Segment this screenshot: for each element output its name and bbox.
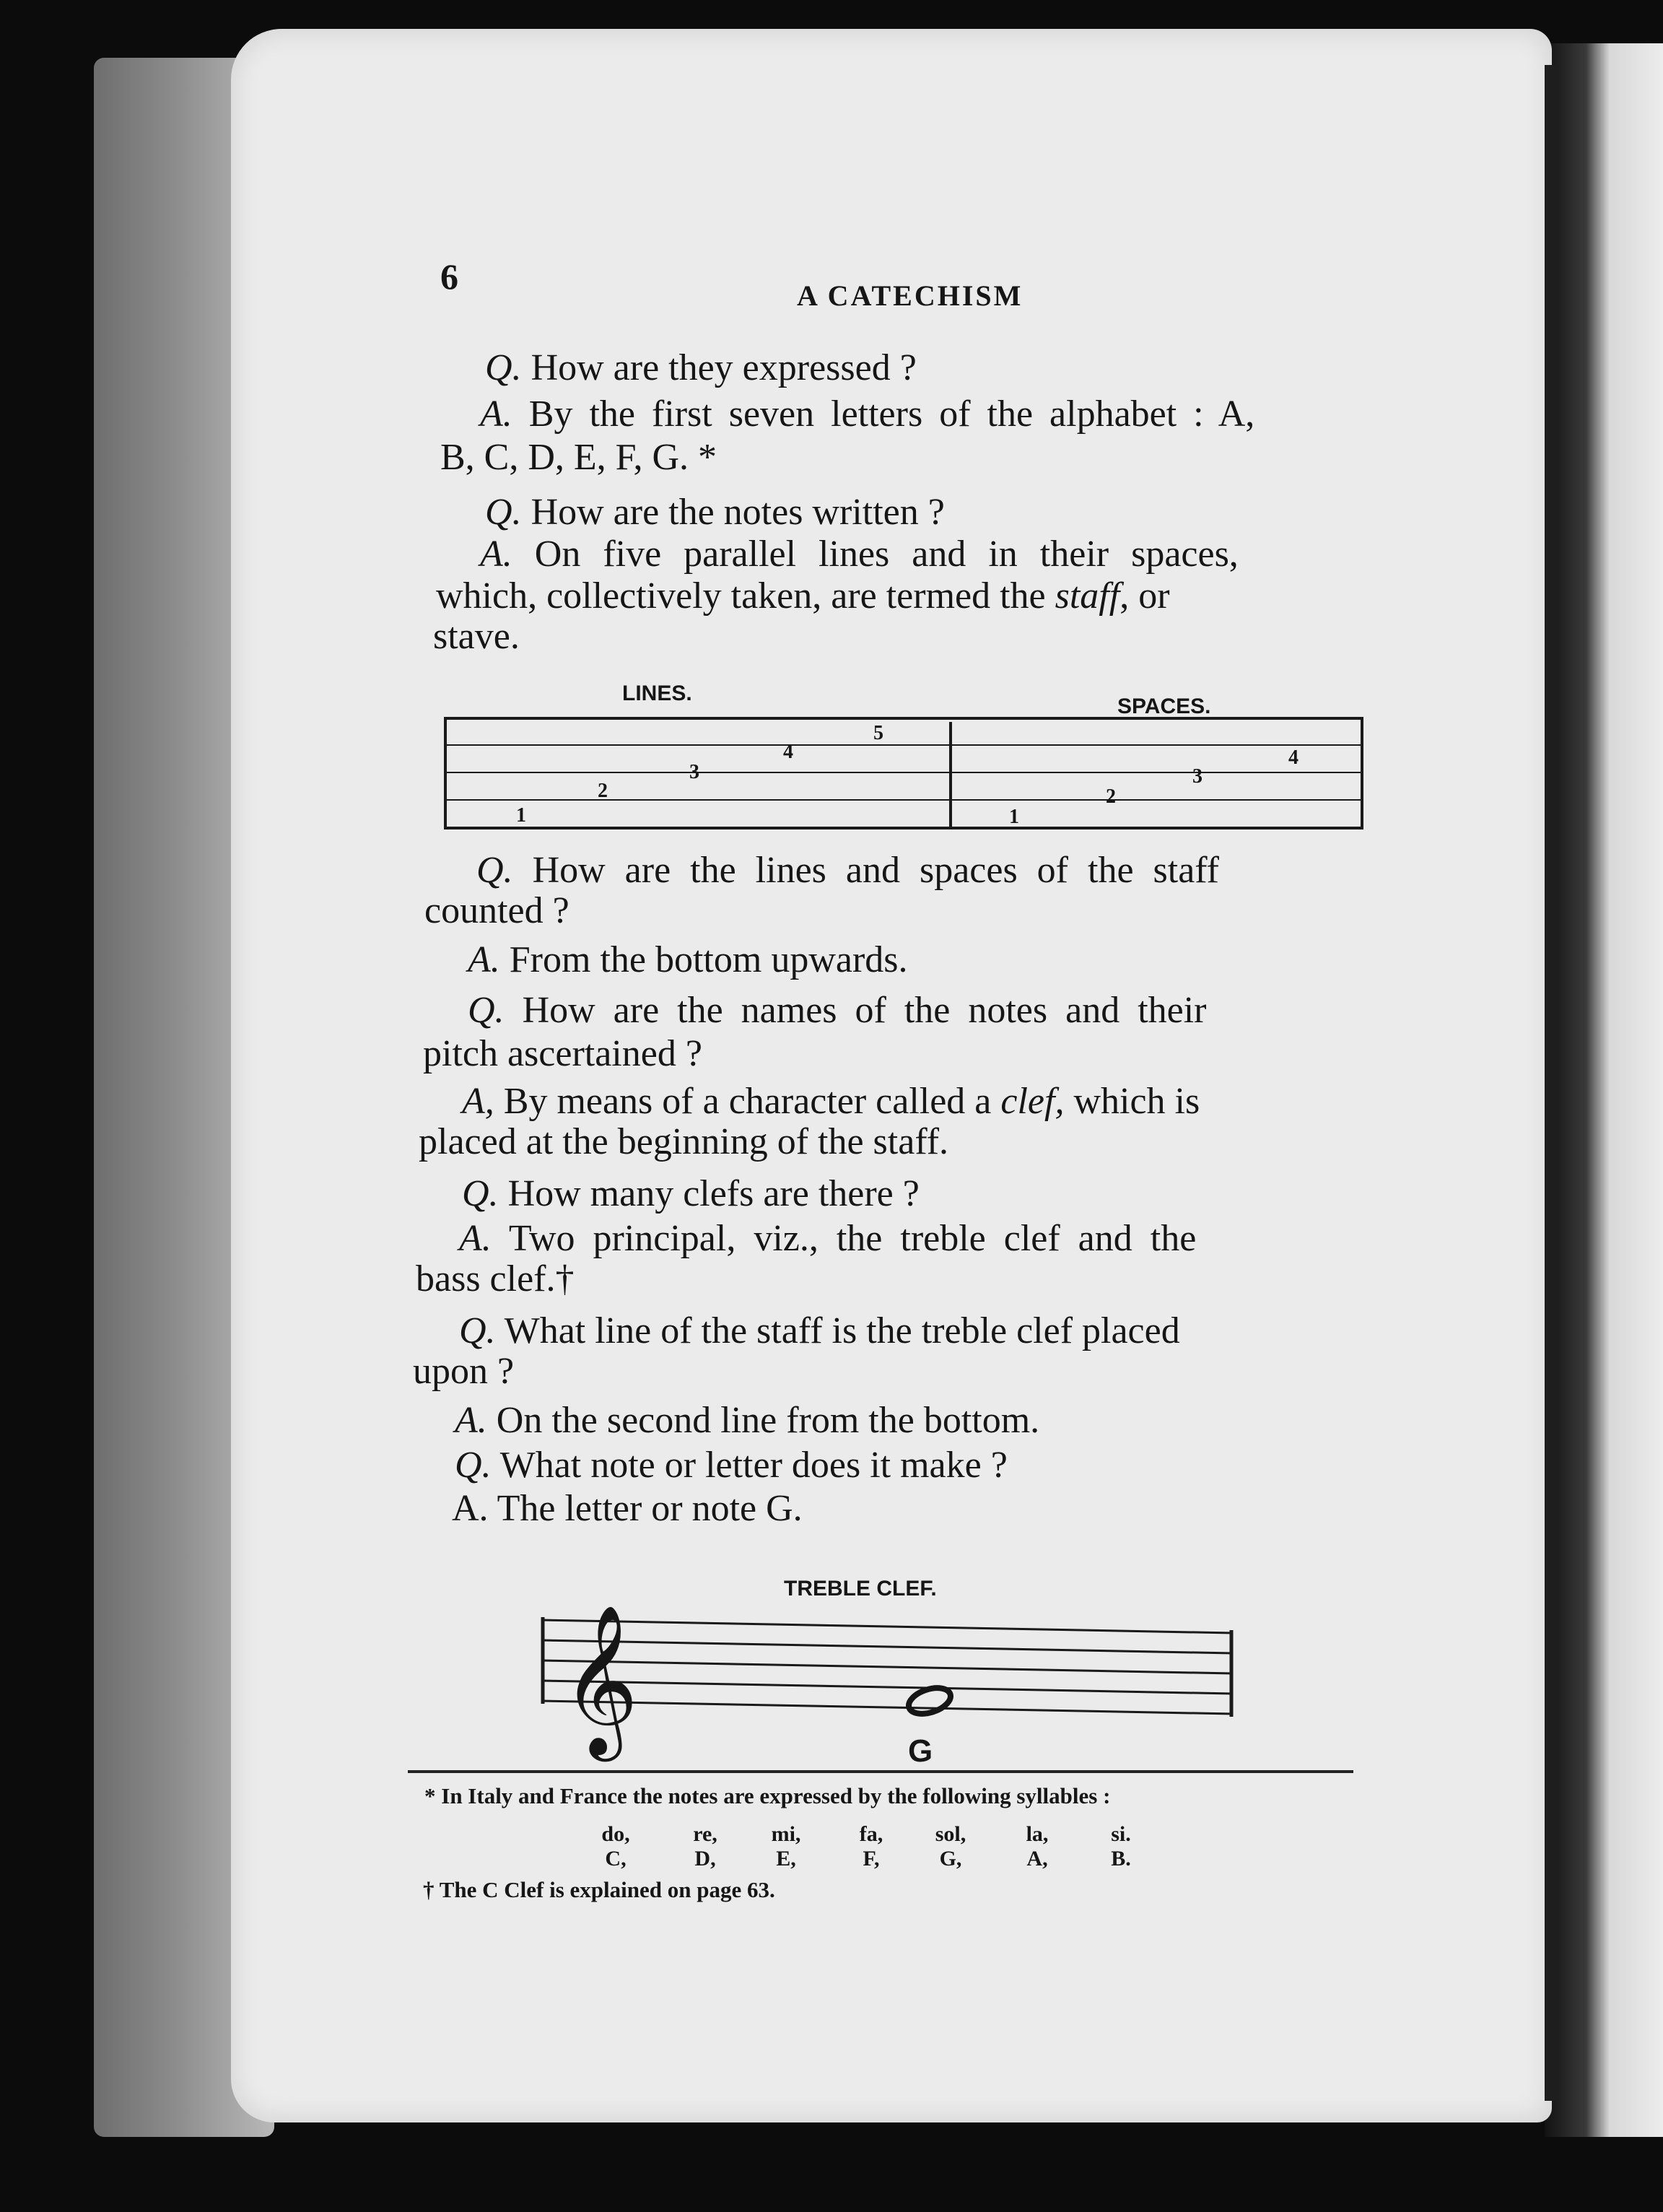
letter-cell: E, [776, 1847, 796, 1871]
answer-line: bass clef.† [416, 1258, 575, 1299]
syllable-cell: sol, [935, 1822, 966, 1846]
q-label: Q. [462, 1173, 499, 1214]
line-number-3: 3 [689, 761, 699, 783]
emphasis-clef: clef, [1000, 1081, 1065, 1122]
a-label: A. [480, 534, 512, 575]
footnote-c-clef: † The C Clef is explained on page 63. [423, 1877, 775, 1902]
syllable-cell: si. [1111, 1822, 1131, 1846]
q-label: Q. [485, 492, 522, 533]
answer-line: stave. [433, 616, 520, 657]
question-line: counted ? [424, 890, 569, 931]
letter-cell: B. [1111, 1847, 1131, 1871]
line-number-5: 5 [873, 722, 883, 744]
q-label: Q. [468, 990, 505, 1031]
a-text: From the bottom upwards. [509, 939, 908, 980]
space-number-2: 2 [1106, 785, 1116, 808]
letter-cell: F, [863, 1847, 880, 1871]
space-number-1: 1 [1009, 806, 1019, 828]
answer-line: placed at the beginning of the staff. [419, 1121, 949, 1162]
q-text: How are the lines and spaces of the staff [532, 850, 1219, 891]
line-number-1: 1 [516, 804, 526, 827]
page-number: 6 [440, 256, 458, 297]
question-line: upon ? [413, 1351, 515, 1392]
letter-cell: C, [605, 1847, 627, 1871]
q-text: What line of the staff is the treble clef placed [504, 1310, 1180, 1351]
syllable-cell: fa, [859, 1822, 883, 1846]
letter-cell: D, [694, 1847, 716, 1871]
text-span: which is [1064, 1081, 1200, 1122]
q-text: How are they expressed ? [531, 347, 917, 388]
space-number-4: 4 [1288, 746, 1298, 769]
q-text: How are the names of the notes and their [522, 990, 1207, 1031]
text-span: , or [1119, 575, 1170, 617]
emphasis-staff: staff [1055, 575, 1120, 617]
answer-line: B, C, D, E, F, G. * [440, 437, 717, 478]
letter-cell: G, [939, 1847, 962, 1871]
text-span: which, collectively taken, are termed the [436, 575, 1055, 617]
a-label: A, [462, 1081, 494, 1122]
a-label: A. [480, 393, 512, 435]
line-number-4: 4 [783, 741, 793, 763]
treble-clef-icon: 𝄞 [562, 1604, 639, 1755]
a-text: On five parallel lines and in their spaces, [534, 534, 1239, 575]
q-text: How many clefs are there ? [507, 1173, 920, 1214]
treble-clef-title: TREBLE CLEF. [784, 1577, 937, 1601]
treble-clef-staff [541, 1617, 1233, 1717]
a-text: The letter or note G. [497, 1488, 803, 1529]
a-label: A. [468, 939, 500, 980]
note-label-g: G [908, 1733, 933, 1769]
syllable-cell: do, [601, 1822, 630, 1846]
q-text: What note or letter does it make ? [499, 1445, 1008, 1486]
a-label: A. [452, 1488, 489, 1529]
text-span: By means of a character called a [503, 1081, 1001, 1122]
running-header: A CATECHISM [797, 279, 1023, 312]
a-text: On the second line from the bottom. [496, 1400, 1040, 1441]
line-number-2: 2 [598, 780, 608, 802]
lines-figure-title: LINES. [622, 682, 692, 705]
footnote-rule [408, 1770, 1353, 1773]
spaces-figure-title: SPACES. [1117, 694, 1211, 718]
lines-spaces-staff [445, 718, 1362, 828]
q-label: Q. [459, 1310, 496, 1351]
q-label: Q. [476, 850, 513, 891]
syllable-cell: la, [1026, 1822, 1049, 1846]
question-line: pitch ascertained ? [423, 1033, 702, 1074]
a-label: A. [455, 1400, 487, 1441]
a-text: Two principal, viz., the treble clef and the [508, 1218, 1197, 1259]
footnote-syllables: * In Italy and France the notes are expressed by the following syllables : [424, 1783, 1111, 1808]
syllable-cell: re, [693, 1822, 717, 1846]
q-text: How are the notes written ? [531, 492, 945, 533]
letter-cell: A, [1026, 1847, 1048, 1871]
a-label: A. [459, 1218, 492, 1259]
q-label: Q. [455, 1445, 492, 1486]
space-number-3: 3 [1192, 765, 1202, 788]
q-label: Q. [485, 347, 522, 388]
syllable-cell: mi, [771, 1822, 801, 1846]
a-text: By the first seven letters of the alphabet : A, [528, 393, 1255, 435]
